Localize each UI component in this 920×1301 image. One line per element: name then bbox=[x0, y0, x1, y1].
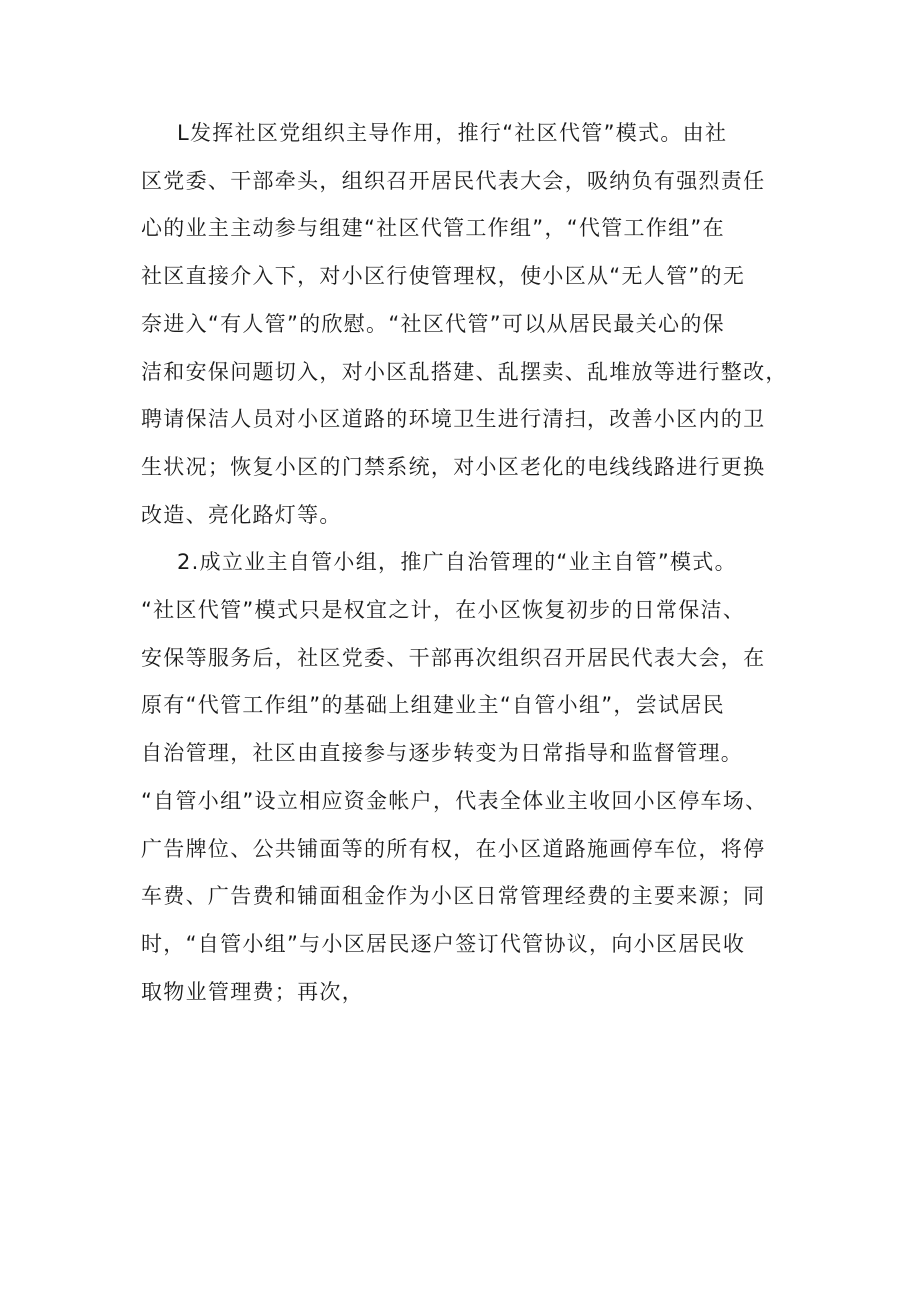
paragraph-line: 心的业主主动参与组建“社区代管工作组”，“代管工作组”在 bbox=[141, 216, 725, 241]
paragraph-line: 社区直接介入下，对小区行使管理权，使小区从“无人管”的无 bbox=[141, 264, 746, 289]
paragraph-line: “自管小组”设立相应资金帐户，代表全体业主收回小区停车场、 bbox=[141, 788, 768, 813]
paragraph-line: 车费、广告费和铺面租金作为小区日常管理经费的主要来源；同 bbox=[141, 884, 766, 909]
paragraph-line: 聘请保洁人员对小区道路的环境卫生进行清扫，改善小区内的卫 bbox=[141, 407, 766, 432]
paragraph-line: 洁和安保问题切入，对小区乱搭建、乱摆卖、乱堆放等进行整改， bbox=[141, 359, 788, 384]
paragraph-line: 原有“代管工作组”的基础上组建业主“自管小组”，尝试居民 bbox=[141, 693, 725, 718]
paragraph-2 bbox=[141, 539, 791, 1016]
paragraph-line: 时，“自管小组”与小区居民逐户签订代管协议，向小区居民收 bbox=[141, 931, 746, 956]
paragraph-line: 自治管理，社区由直接参与逐步转变为日常指导和监督管理。 bbox=[141, 741, 744, 766]
paragraph-1 bbox=[141, 110, 791, 539]
paragraph-line: “社区代管”模式只是权宜之计，在小区恢复初步的日常保洁、 bbox=[141, 598, 746, 623]
document-body bbox=[141, 110, 791, 1016]
paragraph-line: 改造、亮化路灯等。 bbox=[141, 502, 342, 527]
paragraph-line: 奈进入“有人管”的欣慰。“社区代管”可以从居民最关心的保 bbox=[141, 311, 725, 336]
paragraph-line: 安保等服务后，社区党委、干部再次组织召开居民代表大会，在 bbox=[141, 645, 766, 670]
paragraph-line: 广告牌位、公共铺面等的所有权，在小区道路施画停车位，将停 bbox=[141, 836, 766, 861]
paragraph-line: 2.成立业主自管小组，推广自治管理的“业主自管”模式。 bbox=[177, 550, 737, 575]
paragraph-line: L发挥社区党组织主导作用，推行“社区代管”模式。由社 bbox=[177, 121, 728, 145]
paragraph-line: 生状况；恢复小区的门禁系统，对小区老化的电线线路进行更换 bbox=[141, 454, 766, 479]
paragraph-line: 取物业管理费；再次， bbox=[141, 979, 364, 1004]
paragraph-line: 区党委、干部牵头，组织召开居民代表大会，吸纳负有强烈责任 bbox=[141, 168, 766, 193]
